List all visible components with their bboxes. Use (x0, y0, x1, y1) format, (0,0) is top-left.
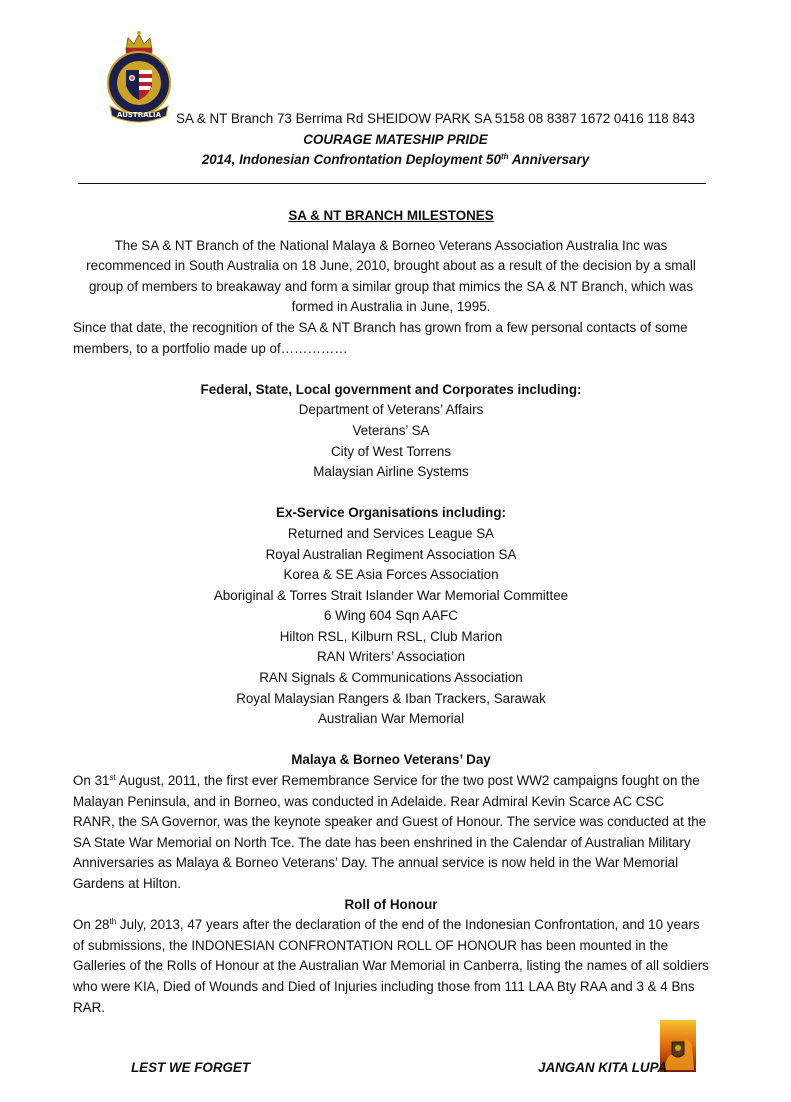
roll-of-honour-heading: Roll of Honour (344, 896, 438, 912)
branch-motto: COURAGE MATESHIP PRIDE (303, 132, 488, 147)
list-item: Veterans’ SA (352, 422, 430, 438)
list-item: RAN Signals & Communications Association (259, 670, 523, 686)
list-item: Australian War Memorial (317, 711, 465, 727)
veterans-day-heading: Malaya & Borneo Veterans’ Day (291, 752, 491, 768)
crown-icon (126, 31, 152, 53)
intro-continuation: Since that date, the recognition of the SA & NT Branch has grown from a few personal contacts of some members, to a portfolio made up of…………… (73, 319, 688, 356)
footer-right-motto: JANGAN KITA LUPA (538, 1060, 668, 1075)
list-item: City of West Torrens (330, 443, 452, 459)
page-title: SA & NT BRANCH MILESTONES (288, 208, 494, 223)
veterans-day-paragraph: On 31st August, 2011, the first ever Remembrance Service for the two post WW2 campaigns fought on the Malayan Peninsula, and in Borneo, was conducted in Adelaide. Rear Admiral Kevin Scarce AC CSC RANR, the SA Governor, was the keynote speaker and Guest of Honour. The service was conducted at the SA State War Memorial on North Tce. The date has been enshrined in the Calendar of Australian Military Anniversaries as Malaya & Borneo Veterans’ Day. The annual service is now held in the War Memorial Gardens at Hilton. (73, 773, 707, 891)
exservice-heading: Ex-Service Organisations including: (276, 505, 506, 521)
list-item: RAN Writers’ Association (316, 649, 466, 665)
list-item: Royal Australian Regiment Association SA (265, 546, 517, 562)
document-body (73, 206, 709, 1018)
anniversary-title: 2014, Indonesian Confrontation Deployment 50th Anniversary (201, 152, 590, 167)
roll-of-honour-paragraph: On 28th July, 2013, 47 years after the declaration of the end of the Indonesian Confrontation, and 10 years of submissions, the INDONESIAN CONFRONTATION ROLL OF HONOUR has been mounted in the Galleries of the Rolls of Honour at the Australian War Memorial in Canberra, listing the names of all soldiers who were KIA, Died of Wounds and Died of Injuries including those from 111 LAA Bty RAA and 3 & 4 Bns RAR. (73, 917, 709, 1015)
list-item: Royal Malaysian Rangers & Iban Trackers, Sarawak (236, 690, 546, 706)
list-item: Malaysian Airline Systems (313, 464, 469, 480)
list-item: Department of Veterans’ Affairs (298, 402, 484, 418)
list-item: 6 Wing 604 Sqn AAFC (324, 608, 458, 624)
footer-left-motto: LEST WE FORGET (131, 1060, 251, 1075)
branch-address: SA & NT Branch 73 Berrima Rd SHEIDOW PARK SA 5158 08 8387 1672 0416 118 843 (176, 111, 695, 126)
list-item: Korea & SE Asia Forces Association (283, 567, 499, 583)
list-item: Hilton RSL, Kilburn RSL, Club Marion (279, 628, 503, 644)
association-crest-logo (104, 28, 174, 124)
header-divider (78, 183, 706, 184)
intro-paragraph: The SA & NT Branch of the National Malaya & Borneo Veterans Association Australia Inc was recommenced in South Australia on 18 June, 2010, brought about as a result of the decision by a small group of members to breakaway and form a similar group that mimics the SA & NT Branch, which was formed in Australia in June, 1995. (86, 237, 696, 315)
federal-heading: Federal, State, Local government and Corporates including: (200, 381, 582, 397)
federal-list (73, 400, 709, 482)
exservice-list (73, 524, 709, 730)
list-item: Aboriginal & Torres Strait Islander War Memorial Committee (213, 587, 569, 603)
svg-text:AUSTRALIA: AUSTRALIA (117, 111, 161, 119)
list-item: Returned and Services League SA (287, 525, 495, 541)
